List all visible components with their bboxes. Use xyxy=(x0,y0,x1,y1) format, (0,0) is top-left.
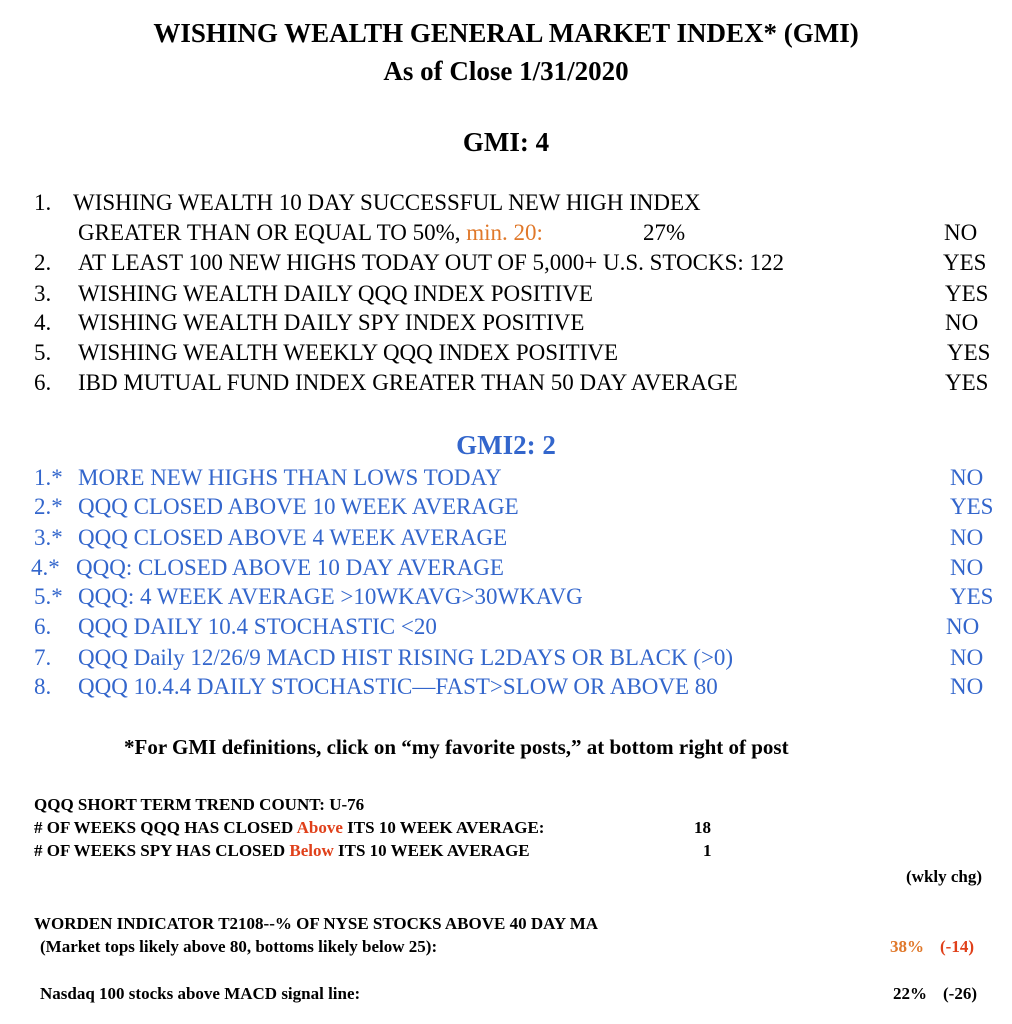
worden-note: (Market tops likely above 80, bottoms likely below 25): xyxy=(40,937,438,956)
gmi2-item-5-status: YES xyxy=(950,584,994,609)
gmi-item-2-number: 2. xyxy=(34,250,52,275)
spy-weeks-below: Below xyxy=(289,841,334,860)
gmi2-item-8-text: QQQ 10.4.4 DAILY STOCHASTIC—FAST>SLOW OR ABOVE 80 xyxy=(78,674,718,699)
worden-label: WORDEN INDICATOR T2108--% OF NYSE STOCKS ABOVE 40 DAY MA xyxy=(34,914,599,933)
gmi-item-6-status: YES xyxy=(945,370,989,395)
gmi2-item-1-text: MORE NEW HIGHS THAN LOWS TODAY xyxy=(78,465,502,490)
gmi-item-5-number: 5. xyxy=(34,340,52,365)
gmi2-item-7-number: 7. xyxy=(34,645,52,670)
page-subtitle: As of Close 1/31/2020 xyxy=(383,56,629,86)
worden-change: (-14) xyxy=(940,937,974,956)
qqq-weeks-label-b: ITS 10 WEEK AVERAGE: xyxy=(347,818,545,837)
gmi-heading: GMI: 4 xyxy=(462,127,550,157)
gmi-item-4-text: WISHING WEALTH DAILY SPY INDEX POSITIVE xyxy=(78,310,585,335)
gmi-item-1-min: min. 20: xyxy=(466,220,543,245)
qqq-weeks-row xyxy=(34,818,544,838)
spy-weeks-label-b: ITS 10 WEEK AVERAGE xyxy=(338,841,530,860)
gmi2-item-7-text: QQQ Daily 12/26/9 MACD HIST RISING L2DAYS OR BLACK (>0) xyxy=(78,645,734,670)
gmi2-item-4-text: QQQ: CLOSED ABOVE 10 DAY AVERAGE xyxy=(76,555,504,580)
qqq-weeks-label-a: # OF WEEKS QQQ HAS CLOSED xyxy=(34,818,294,837)
gmi2-item-1-number: 1.* xyxy=(34,465,63,490)
spy-weeks-label-a: # OF WEEKS SPY HAS CLOSED xyxy=(34,841,286,860)
gmi2-item-6-text: QQQ DAILY 10.4 STOCHASTIC <20 xyxy=(78,614,437,639)
gmi-item-6-number: 6. xyxy=(34,370,52,395)
gmi2-item-2-status: YES xyxy=(950,494,994,519)
gmi-item-3-number: 3. xyxy=(34,281,52,306)
gmi2-item-3-status: NO xyxy=(950,525,984,550)
gmi-item-3-status: YES xyxy=(945,281,989,306)
gmi-item-2-text: AT LEAST 100 NEW HIGHS TODAY OUT OF 5,000+ U.S. STOCKS: 122 xyxy=(78,250,785,275)
gmi-item-5-status: YES xyxy=(947,340,991,365)
nasdaq-change: (-26) xyxy=(943,984,977,1003)
gmi2-item-5-text: QQQ: 4 WEEK AVERAGE >10WKAVG>30WKAVG xyxy=(78,584,583,609)
gmi-item-1-line2 xyxy=(78,220,543,246)
gmi-item-5-text: WISHING WEALTH WEEKLY QQQ INDEX POSITIVE xyxy=(78,340,619,365)
qqq-weeks-above: Above xyxy=(296,818,343,837)
gmi2-heading: GMI2: 2 xyxy=(456,430,556,460)
worden-value: 38% xyxy=(890,937,924,956)
gmi-item-1-text: WISHING WEALTH 10 DAY SUCCESSFUL NEW HIGH INDEX xyxy=(73,190,701,215)
gmi2-item-6-number: 6. xyxy=(34,614,52,639)
gmi-item-4-number: 4. xyxy=(34,310,52,335)
gmi-item-2-status: YES xyxy=(943,250,987,275)
gmi2-item-4-number: 4.* xyxy=(31,555,60,580)
trend-count-label: QQQ SHORT TERM TREND COUNT: U-76 xyxy=(34,795,365,814)
spy-weeks-row xyxy=(34,841,530,861)
gmi2-item-2-number: 2.* xyxy=(34,494,63,519)
gmi2-item-2-text: QQQ CLOSED ABOVE 10 WEEK AVERAGE xyxy=(78,494,519,519)
gmi-item-1-line2-a: GREATER THAN OR EQUAL TO 50%, xyxy=(78,220,461,245)
spy-weeks-value: 1 xyxy=(703,841,712,860)
gmi2-item-1-status: NO xyxy=(950,465,984,490)
qqq-weeks-value: 18 xyxy=(694,818,711,837)
gmi2-item-5-number: 5.* xyxy=(34,584,63,609)
gmi-item-1-status: NO xyxy=(944,220,978,245)
weekly-change-label: (wkly chg) xyxy=(906,867,983,886)
gmi2-item-3-number: 3.* xyxy=(34,525,63,550)
gmi2-item-4-status: NO xyxy=(950,555,984,580)
gmi-item-6-text: IBD MUTUAL FUND INDEX GREATER THAN 50 DAY AVERAGE xyxy=(78,370,738,395)
gmi2-item-3-text: QQQ CLOSED ABOVE 4 WEEK AVERAGE xyxy=(78,525,508,550)
footnote: *For GMI definitions, click on “my favorite posts,” at bottom right of post xyxy=(124,735,789,759)
gmi2-item-6-status: NO xyxy=(946,614,980,639)
gmi-item-4-status: NO xyxy=(945,310,979,335)
gmi-item-3-text: WISHING WEALTH DAILY QQQ INDEX POSITIVE xyxy=(78,281,593,306)
nasdaq-value: 22% xyxy=(893,984,927,1003)
gmi2-item-7-status: NO xyxy=(950,645,984,670)
page-title: WISHING WEALTH GENERAL MARKET INDEX* (GMI) xyxy=(153,18,859,48)
gmi-item-1-number: 1. xyxy=(34,190,52,215)
gmi2-item-8-status: NO xyxy=(950,674,984,699)
gmi-item-1-value: 27% xyxy=(643,220,686,245)
gmi2-item-8-number: 8. xyxy=(34,674,52,699)
nasdaq-label: Nasdaq 100 stocks above MACD signal line: xyxy=(40,984,361,1003)
